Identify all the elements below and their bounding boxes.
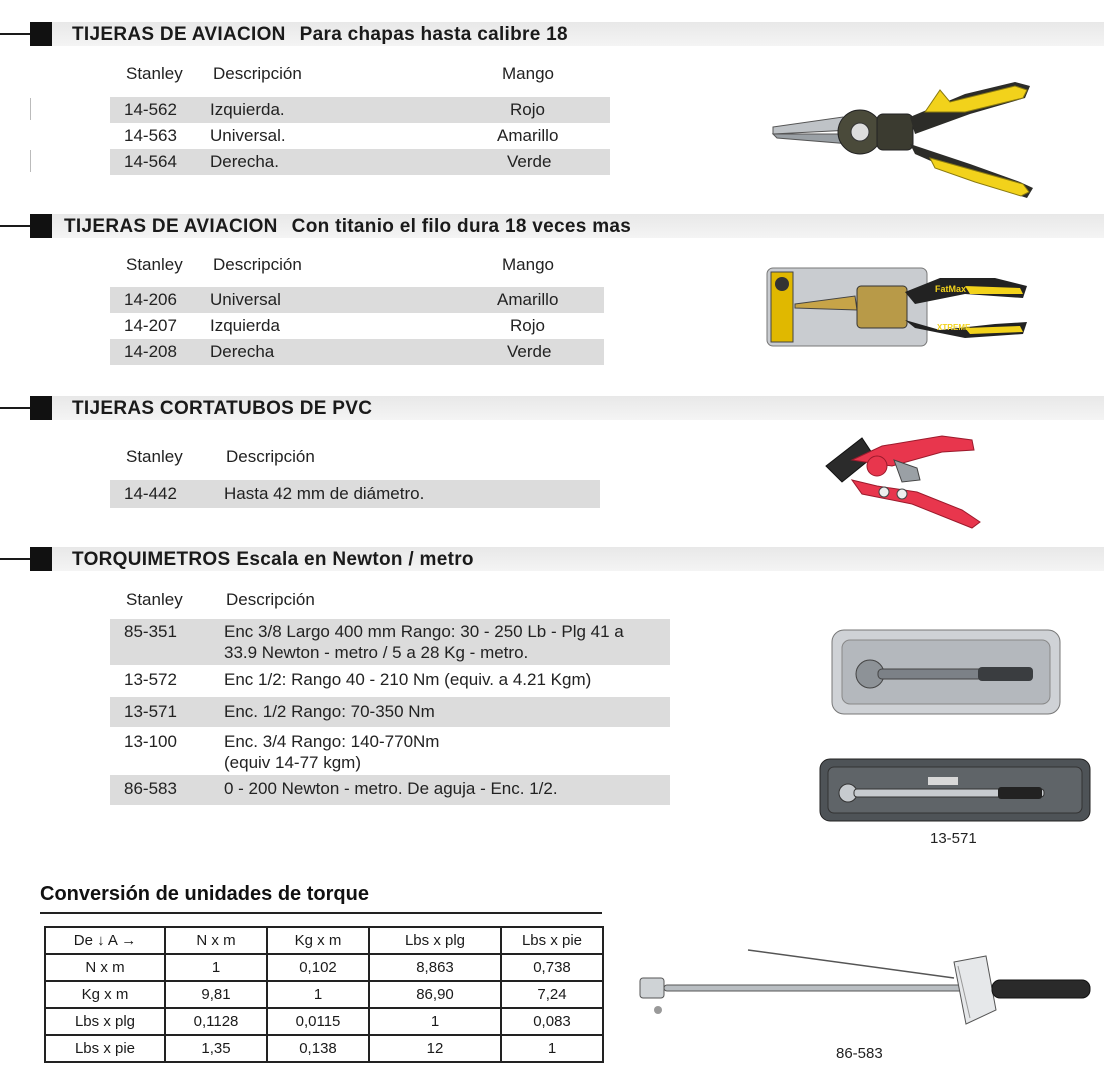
aviation-snips-image	[765, 72, 1040, 202]
header-rule	[0, 558, 30, 560]
header-block	[30, 22, 52, 46]
table-cell: 1,35	[165, 1035, 267, 1062]
table-header-cell: Lbs x plg	[369, 927, 501, 954]
table-row	[45, 1035, 603, 1062]
table-row	[110, 123, 610, 149]
table-cell: N x m	[45, 954, 165, 981]
product-desc-line2: (equiv 14-77 kgm)	[224, 753, 362, 772]
table-row	[45, 1008, 603, 1035]
product-code: 14-207	[124, 316, 177, 335]
product-handle: Amarillo	[497, 290, 559, 309]
table-row	[45, 927, 603, 954]
torque-wrench-case-image	[828, 624, 1068, 720]
table-row	[110, 697, 670, 727]
product-desc: Hasta 42 mm de diámetro.	[224, 484, 425, 503]
section-subtitle: Para chapas hasta calibre 18	[299, 24, 568, 45]
product-handle: Rojo	[510, 100, 545, 119]
section-title-main: TIJERAS CORTATUBOS DE PVC	[72, 398, 373, 419]
product-desc: Izquierda.	[210, 100, 285, 119]
header-block	[30, 547, 52, 571]
product-desc: Derecha	[210, 342, 275, 361]
table-row	[110, 287, 604, 313]
header-block	[30, 214, 52, 238]
pack-brand-text: FatMax	[935, 284, 967, 294]
table-row	[45, 981, 603, 1008]
col-header-handle: Mango	[502, 64, 554, 83]
product-desc-line1: Enc 3/8 Largo 400 mm Rango: 30 - 250 Lb - Plg 41 a	[224, 622, 624, 641]
product-code: 13-571	[124, 702, 177, 721]
product-desc: 0 - 200 Newton - metro. De aguja - Enc. 1/2.	[224, 779, 558, 798]
table-cell: 1	[501, 1035, 603, 1062]
caption-13-571: 13-571	[930, 830, 977, 847]
conversion-title: Conversión de unidades de torque	[40, 883, 369, 905]
table-row	[110, 339, 604, 365]
table-row	[110, 313, 604, 339]
col-header-desc: Descripción	[213, 255, 302, 274]
header-block	[30, 396, 52, 420]
product-code: 13-572	[124, 670, 177, 689]
product-desc: Universal	[210, 290, 281, 309]
table-cell: 1	[369, 1008, 501, 1035]
table-header-cell: Kg x m	[267, 927, 369, 954]
table-row	[110, 149, 610, 175]
product-desc-line2: 33.9 Newton - metro / 5 a 28 Kg - metro.	[224, 643, 529, 662]
product-handle: Rojo	[510, 316, 545, 335]
col-header-desc: Descripción	[226, 447, 315, 466]
table-cell: Lbs x pie	[45, 1035, 165, 1062]
table-header-cell: N x m	[165, 927, 267, 954]
table-cell: 8,863	[369, 954, 501, 981]
section-title	[64, 216, 631, 238]
table-row	[110, 480, 600, 508]
table-header-cell: Lbs x pie	[501, 927, 603, 954]
torque-wrench-case-dark-image	[818, 755, 1093, 825]
product-desc	[224, 621, 624, 663]
product-desc-line1: Enc. 3/4 Rango: 140-770Nm	[224, 732, 440, 751]
section-subtitle: Escala en Newton / metro	[236, 549, 474, 570]
table-cell: Lbs x plg	[45, 1008, 165, 1035]
table-cell: 12	[369, 1035, 501, 1062]
section-title-main: TORQUIMETROS	[72, 549, 231, 570]
header-rule	[0, 33, 30, 35]
product-code: 14-562	[124, 100, 177, 119]
product-code: 14-563	[124, 126, 177, 145]
section-title	[72, 549, 474, 571]
col-header-code: Stanley	[126, 64, 183, 83]
section-title-main: TIJERAS DE AVIACION	[64, 216, 278, 237]
table-row	[110, 97, 610, 123]
col-header-desc: Descripción	[226, 590, 315, 609]
col-header-code: Stanley	[126, 255, 183, 274]
section-subtitle: Con titanio el filo dura 18 veces mas	[291, 216, 632, 237]
pvc-cutter-image	[822, 430, 987, 530]
table-row	[110, 667, 670, 693]
table-cell: 0,102	[267, 954, 369, 981]
table-cell: 0,1128	[165, 1008, 267, 1035]
conversion-title-rule	[40, 912, 602, 914]
product-code: 14-442	[124, 484, 177, 503]
pack-line-text: XTREME	[937, 323, 971, 332]
header-rule	[0, 225, 30, 227]
section-title	[72, 24, 568, 46]
product-code: 14-208	[124, 342, 177, 361]
product-handle: Verde	[507, 342, 552, 361]
section-title-main: TIJERAS DE AVIACION	[72, 24, 286, 45]
table-row	[45, 954, 603, 981]
table-cell: 0,738	[501, 954, 603, 981]
table-cell: 0,138	[267, 1035, 369, 1062]
section-title	[72, 398, 372, 420]
col-header-code: Stanley	[126, 590, 183, 609]
table-cell: 7,24	[501, 981, 603, 1008]
product-desc: Derecha.	[210, 152, 279, 171]
section-header-torque-wrenches	[0, 545, 1104, 573]
product-desc	[224, 731, 439, 773]
product-handle: Amarillo	[497, 126, 559, 145]
caption-86-583: 86-583	[836, 1045, 883, 1062]
packaged-snips-image	[765, 264, 1035, 349]
product-code: 14-564	[124, 152, 177, 171]
section-header-pvc-cutter	[0, 394, 1104, 422]
col-header-desc: Descripción	[213, 64, 302, 83]
product-handle: Verde	[507, 152, 552, 171]
margin-tick	[30, 150, 31, 172]
table-cell: 0,083	[501, 1008, 603, 1035]
section-header-titanium-shears	[0, 212, 1104, 240]
margin-tick	[30, 98, 31, 120]
product-desc: Enc 1/2: Rango 40 - 210 Nm (equiv. a 4.21 Kgm)	[224, 670, 592, 689]
conversion-table	[44, 926, 604, 1063]
product-code: 14-206	[124, 290, 177, 309]
table-row	[110, 729, 670, 773]
table-cell: 1	[165, 954, 267, 981]
col-header-handle: Mango	[502, 255, 554, 274]
table-row	[110, 619, 670, 665]
table-cell: 1	[267, 981, 369, 1008]
product-code: 85-351	[124, 622, 177, 641]
table-cell: 0,0115	[267, 1008, 369, 1035]
product-code: 86-583	[124, 779, 177, 798]
table-cell: 86,90	[369, 981, 501, 1008]
product-desc: Universal.	[210, 126, 286, 145]
product-desc: Enc. 1/2 Rango: 70-350 Nm	[224, 702, 435, 721]
col-header-code: Stanley	[126, 447, 183, 466]
header-rule	[0, 407, 30, 409]
section-header-aviation-shears	[0, 20, 1104, 48]
table-header-cell: De ↓ A →	[45, 927, 165, 954]
beam-torque-wrench-image	[636, 940, 1101, 1032]
table-cell: 9,81	[165, 981, 267, 1008]
table-cell: Kg x m	[45, 981, 165, 1008]
product-code: 13-100	[124, 732, 177, 751]
product-desc: Izquierda	[210, 316, 280, 335]
table-row	[110, 775, 670, 805]
